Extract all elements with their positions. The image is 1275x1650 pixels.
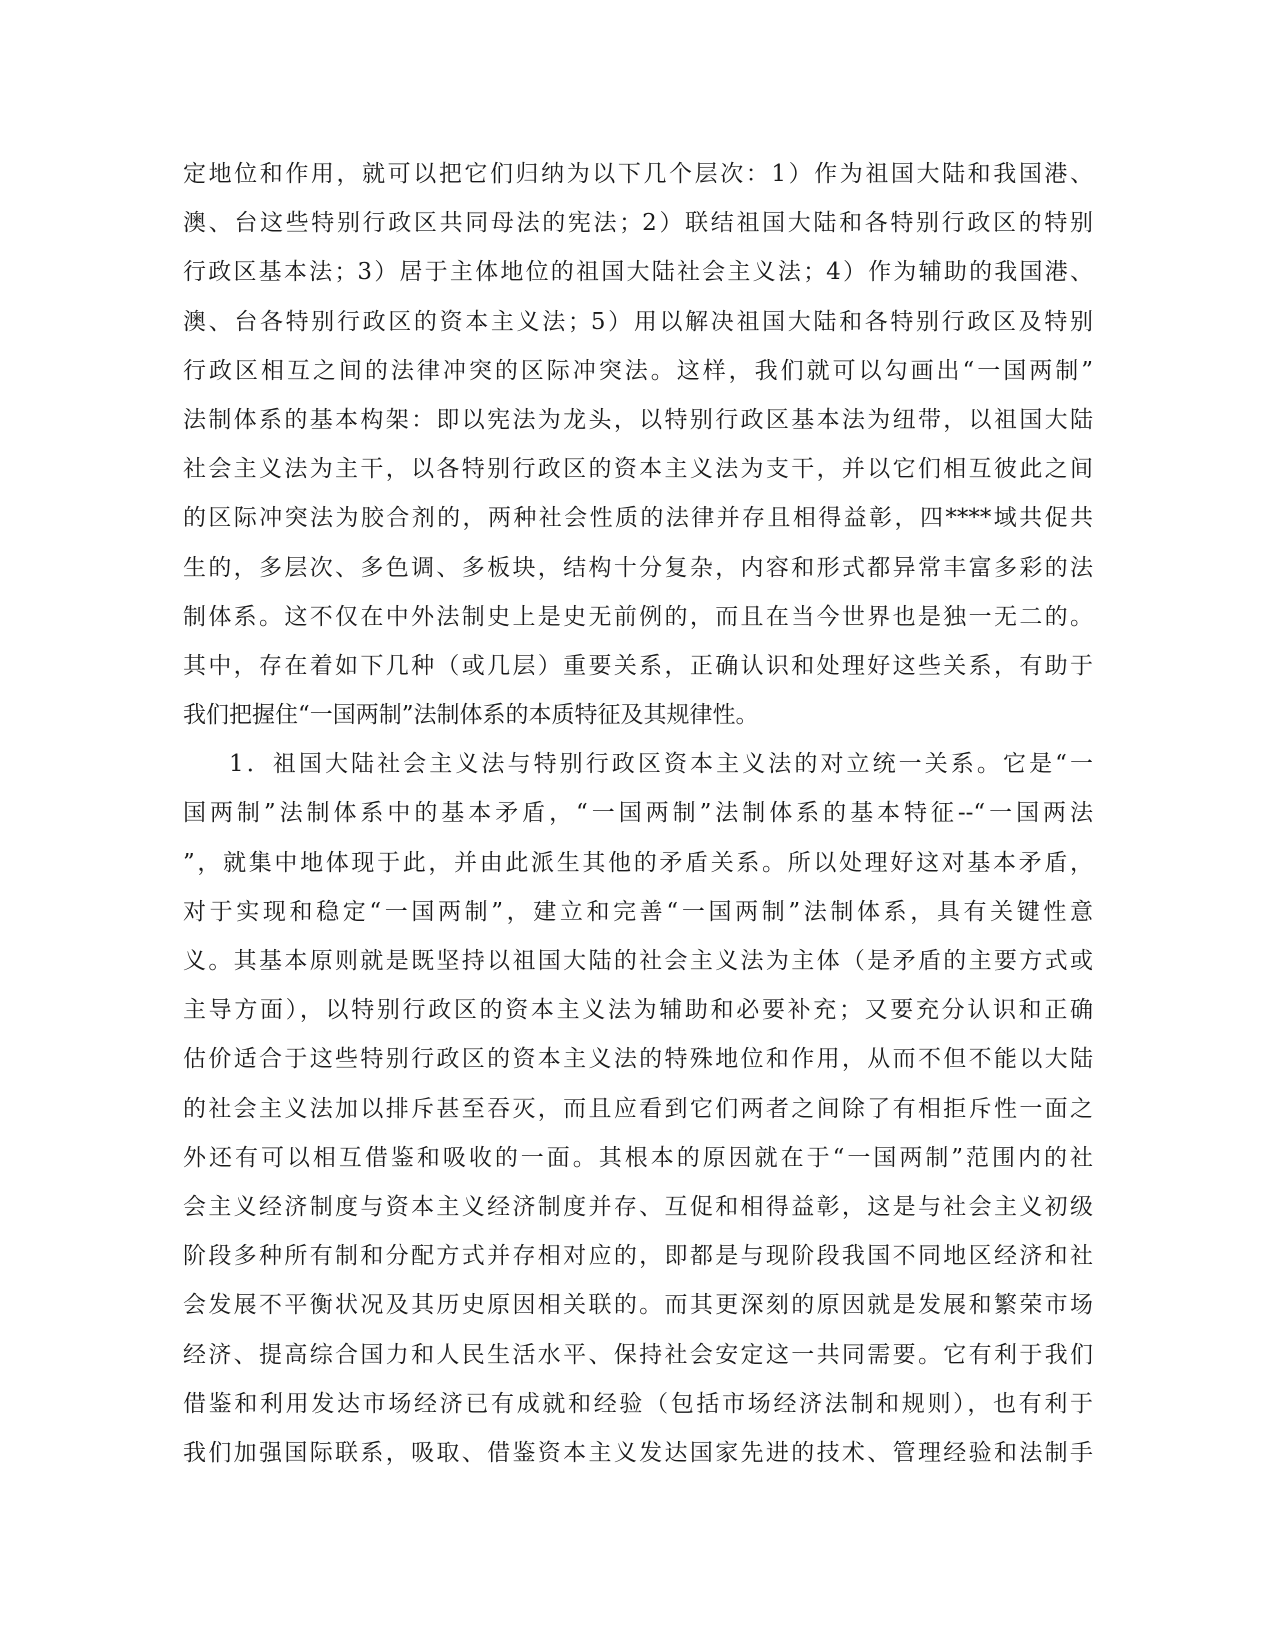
text-line: 国两制”法制体系中的基本矛盾，“一国两制”法制体系的基本特征--“一国两法: [183, 800, 1093, 827]
text-line: 估价适合于这些特别行政区的资本主义法的特殊地位和作用，从而不但不能以大陆: [183, 1046, 1093, 1073]
text-line: ”，就集中地体现于此，并由此派生其他的矛盾关系。所以处理好这对基本矛盾，: [183, 849, 1093, 876]
text-line: 我们把握住“一国两制”法制体系的本质特征及其规律性。: [183, 702, 759, 729]
text-line: 经济、提高综合国力和人民生活水平、保持社会安定这一共同需要。它有利于我们: [183, 1341, 1093, 1368]
paragraph-first-line: 1．祖国大陆社会主义法与特别行政区资本主义法的对立统一关系。它是“一: [229, 751, 1093, 778]
text-line: 其中，存在着如下几种（或几层）重要关系，正确认识和处理好这些关系，有助于: [183, 652, 1093, 679]
text-line: 我们加强国际联系，吸取、借鉴资本主义发达国家先进的技术、管理经验和法制手: [183, 1439, 1093, 1466]
text-line: 的社会主义法加以排斥甚至吞灭，而且应看到它们两者之间除了有相拒斥性一面之: [183, 1095, 1093, 1122]
text-line: 生的，多层次、多色调、多板块，结构十分复杂，内容和形式都异常丰富多彩的法: [183, 554, 1093, 581]
body-text: [183, 150, 1093, 1478]
text-line: 阶段多种所有制和分配方式并存相对应的，即都是与现阶段我国不同地区经济和社: [183, 1243, 1093, 1270]
text-line: 外还有可以相互借鉴和吸收的一面。其根本的原因就在于“一国两制”范围内的社: [183, 1144, 1093, 1171]
text-line: 制体系。这不仅在中外法制史上是史无前例的，而且在当今世界也是独一无二的。: [183, 603, 1093, 630]
text-line: 澳、台各特别行政区的资本主义法；5）用以解决祖国大陆和各特别行政区及特别: [183, 308, 1093, 335]
text-line: 行政区基本法；3）居于主体地位的祖国大陆社会主义法；4）作为辅助的我国港、: [183, 259, 1093, 286]
text-line: 行政区相互之间的法律冲突的区际冲突法。这样，我们就可以勾画出“一国两制”: [183, 357, 1093, 384]
text-line: 主导方面），以特别行政区的资本主义法为辅助和必要补充；又要充分认识和正确: [183, 997, 1093, 1024]
text-line: 对于实现和稳定“一国两制”，建立和完善“一国两制”法制体系，具有关键性意: [183, 898, 1093, 925]
text-line: 的区际冲突法为胶合剂的，两种社会性质的法律并存且相得益彰，四****域共促共: [183, 505, 1093, 532]
text-line: 法制体系的基本构架：即以宪法为龙头，以特别行政区基本法为纽带，以祖国大陆: [183, 406, 1093, 433]
text-line: 社会主义法为主干，以各特别行政区的资本主义法为支干，并以它们相互彼此之间: [183, 456, 1093, 483]
text-line: 会主义经济制度与资本主义经济制度并存、互促和相得益彰，这是与社会主义初级: [183, 1193, 1093, 1220]
text-line: 澳、台这些特别行政区共同母法的宪法；2）联结祖国大陆和各特别行政区的特别: [183, 210, 1093, 237]
text-line: 会发展不平衡状况及其历史原因相关联的。而其更深刻的原因就是发展和繁荣市场: [183, 1292, 1093, 1319]
text-line: 借鉴和利用发达市场经济已有成就和经验（包括市场经济法制和规则），也有利于: [183, 1390, 1093, 1417]
text-line: 义。其基本原则就是既坚持以祖国大陆的社会主义法为主体（是矛盾的主要方式或: [183, 948, 1093, 974]
text-line: 定地位和作用，就可以把它们归纳为以下几个层次：1）作为祖国大陆和我国港、: [183, 161, 1093, 187]
